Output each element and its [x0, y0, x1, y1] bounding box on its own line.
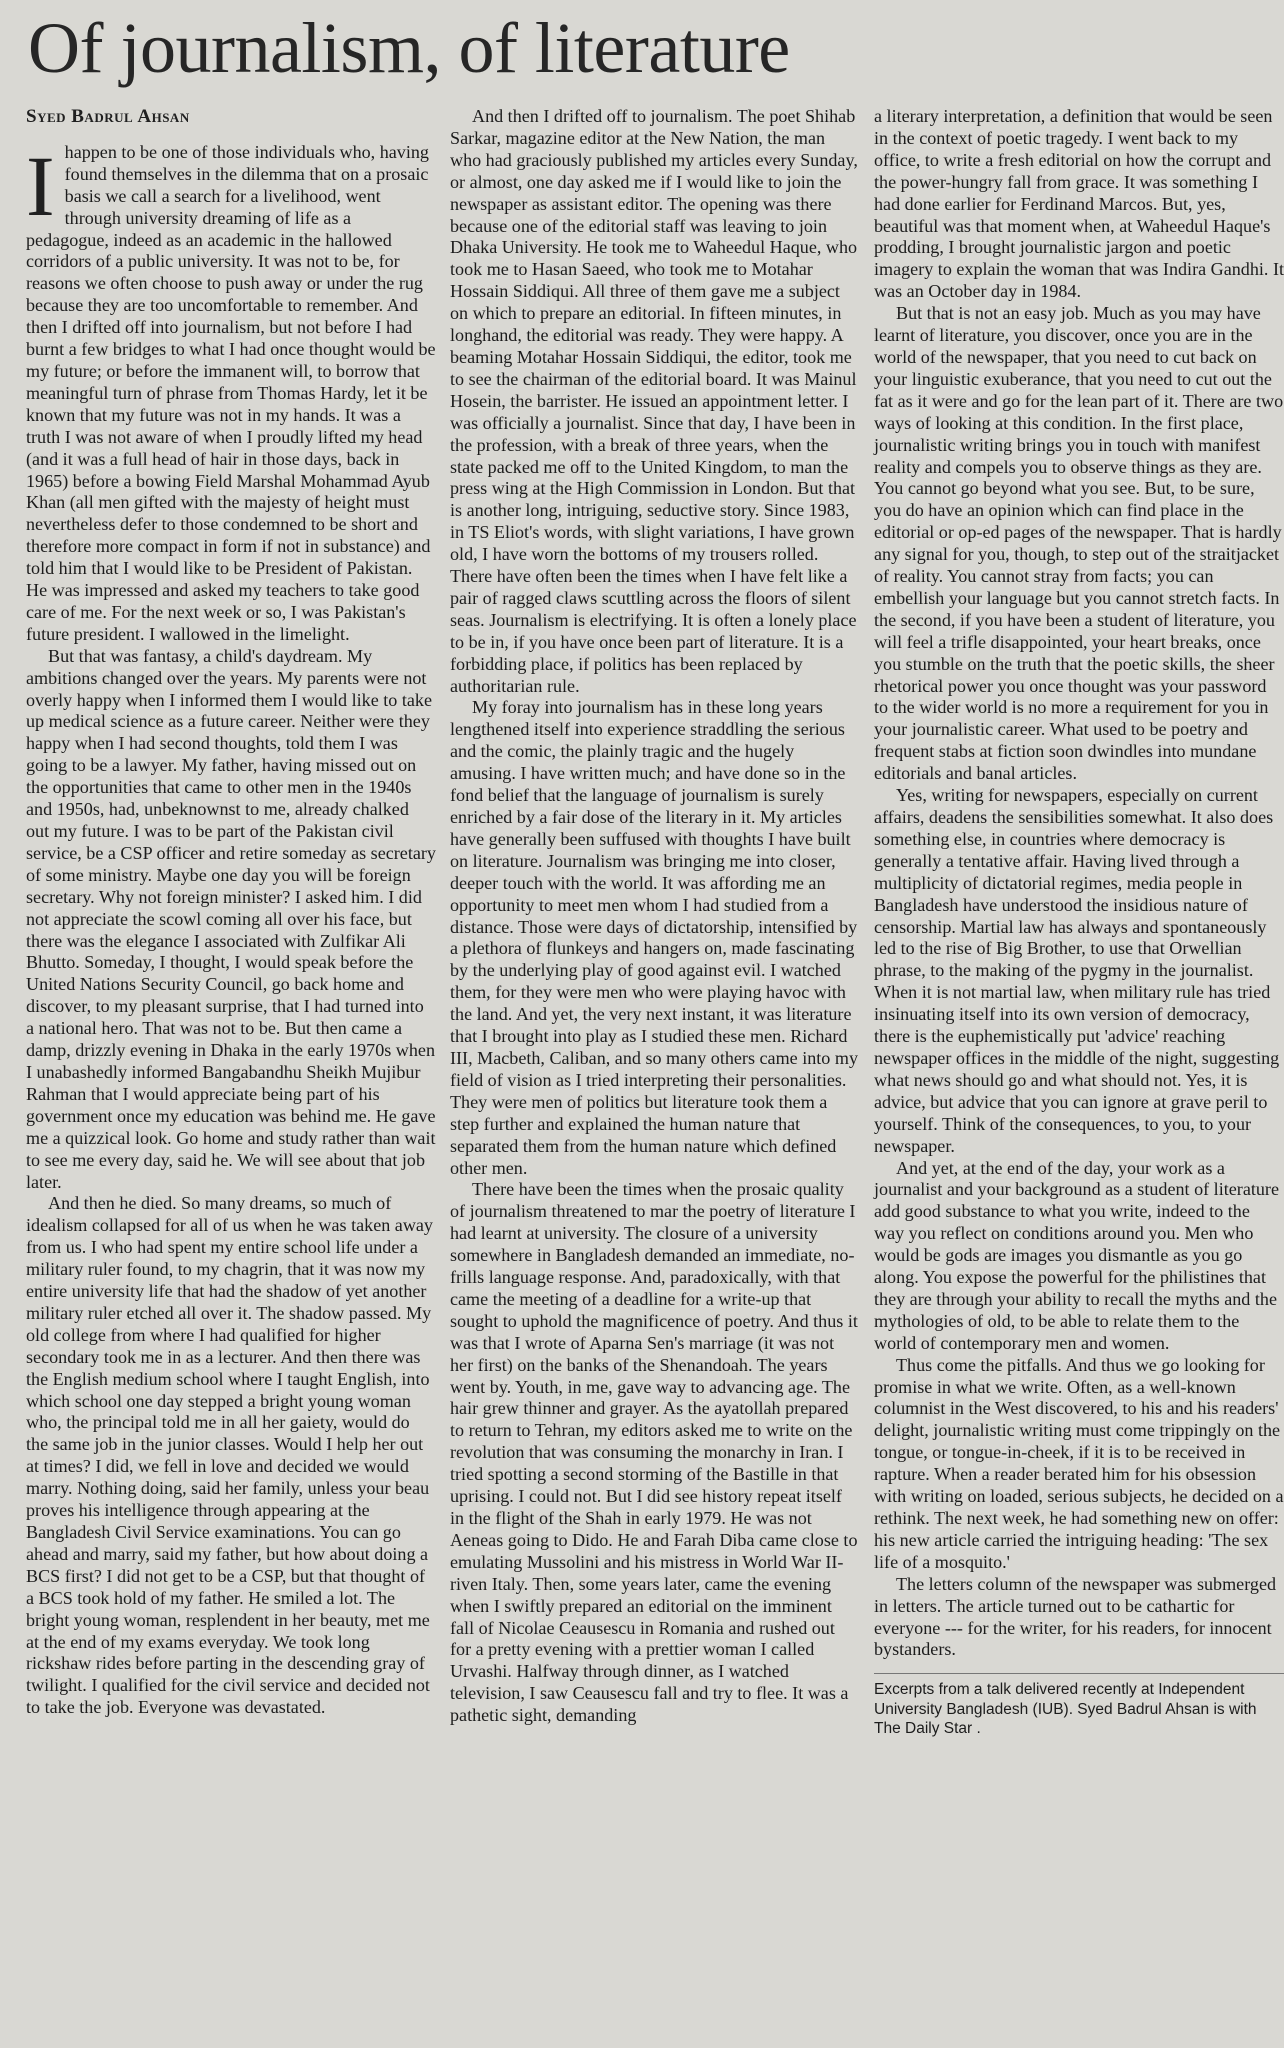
- article-body: [26, 106, 1284, 1739]
- article-paragraph: a literary interpretation, a definition that would be seen in the context of poetic tragedy. I went back to my office, to write a fresh editorial on how the corrupt and the power-hungry fall from grace. It was something I had done earlier for Ferdinand Marcos. But, yes, beautiful was that moment when, at Waheedul Haque's prodding, I brought journalistic jargon and poetic imagery to explain the woman that was Indira Gandhi. It was an October day in 1984.: [874, 106, 1284, 302]
- article-paragraph: My foray into journalism has in these long years lengthened itself into experience straddling the serious and the comic, the plainly tragic and the hugely amusing. I have written much; and have done so in the fond belief that the language of journalism is surely enriched by a fair dose of the literary in it. My articles have generally been suffused with thoughts I have built on literature. Journalism was bringing me into closer, deeper touch with the world. It was affording me an opportunity to meet men whom I had studied from a distance. Those were days of dictatorship, intensified by a plethora of flunkeys and hangers on, made fascinating by the underlying play of good against evil. I watched them, for they were men who were playing havoc with the land. And yet, the very next instant, it was literature that I brought into play as I studied these men. Richard III, Macbeth, Caliban, and so many others came into my field of vision as I tried interpreting their personalities. They were men of politics but literature took them a step further and explained the human nature that separated them from the human nature which defined other men.: [450, 697, 859, 1178]
- article-paragraph: [26, 137, 436, 646]
- article-column-3: [874, 106, 1284, 1739]
- article-paragraph: But that is not an easy job. Much as you may have learnt of literature, you discover, once you are in the world of the newspaper, that you need to cut back on your linguistic exuberance, that you need to cut out the fat as it were and go for the lean part of it. There are two ways of looking at this condition. In the first place, journalistic writing brings you in touch with manifest reality and compels you to observe things as they are. You cannot go beyond what you see. But, to be sure, you do have an opinion which can find place in the editorial or op-ed pages of the newspaper. That is hardly any signal for you, though, to step out of the straitjacket of reality. You cannot stray from facts; you can embellish your language but you cannot stretch facts. In the second, if you have been a student of literature, you will feel a trifle disappointed, your heart breaks, once you stumble on the truth that the poetic skills, the sheer rhetorical power you once thought was your password to the wider world is no more a requirement for you in your journalistic career. What used to be poetry and frequent stabs at fiction soon dwindles into mundane editorials and banal articles.: [874, 303, 1284, 784]
- author-footnote: Excerpts from a talk delivered recently at Independent University Bangladesh (IUB). Syed Badrul Ahsan is with The Daily Star .: [874, 1673, 1284, 1739]
- article-paragraph: The letters column of the newspaper was submerged in letters. The article turned out to be cathartic for everyone --- for the writer, for his readers, for innocent bystanders.: [874, 1573, 1277, 1660]
- article-paragraph: But that was fantasy, a child's daydream. My ambitions changed over the years. My parents were not overly happy when I informed them I would like to take up medical science as a future career. Neither were they happy when I had second thoughts, told them I was going to be a lawyer. My father, having missed out on the opportunities that came to other men in the 1940s and 1950s, had, unbeknownst to me, already chalked out my future. I was to be part of the Pakistan civil service, be a CSP officer and retire someday as secretary of some ministry. Maybe one day you will be foreign secretary. Why not foreign minister? I asked him. I did not appreciate the scowl coming all over his face, but there was the elegance I associated with Zulfikar Ali Bhutto. Someday, I thought, I would speak before the United Nations Security Council, go back home and discover, to my pleasant surprise, that I had turned into a national hero. That was not to be. But then came a damp, drizzly evening in Dhaka in the early 1970s when I unabashedly informed Bangabandhu Sheikh Mujibur Rahman that I would appreciate being part of his government once my education was behind me. He gave me a quizzical look. Go home and study rather than wait to see me every day, said he. We will see about that job later.: [26, 645, 436, 1192]
- article-paragraph: Thus come the pitfalls. And thus we go looking for promise in what we write. Often, as a well-known columnist in the West discovered, to his and his readers' delight, journalistic writing must come trippingly on the tongue, or tongue-in-cheek, if it is to be received in rapture. When a reader berated him for his obsession with writing on loaded, serious subjects, he decided on a rethink. The next week, he had something new on offer: his new article carried the intriguing heading: 'The sex life of a mosquito.': [874, 1354, 1284, 1572]
- article-byline: Syed Badrul Ahsan: [26, 106, 190, 127]
- paragraph-text: happen to be one of those individuals who, having found themselves in the dilemma that on a prosaic basis we call a search for a livelihood, went through university dreaming of life as a pedagogue, indeed as an academic in the hallowed corridors of a public university. It was not to be, for reasons we often choose to push away or under the rug because they are too uncomfortable to remember. And then I drifted off into journalism, but not before I had burnt a few bridges to what I had once thought would be my future; or before the immanent will, to borrow that meaningful turn of phrase from Thomas Hardy, let it be known that my future was not in my hands. It was a truth I was not aware of when I proudly lifted my head (and it was a full head of hair in those days, back in 1965) before a bowing Field Marshal Mohammad Ayub Khan (all men gifted with the majesty of height must nevertheless defer to those condemned to be short and therefore more compact in form if not in substance) and told him that I would like to be President of Pakistan. He was impressed and asked my teachers to take good care of me. For the next week or so, I was Pakistan's future president. I wallowed in the limelight.: [26, 141, 436, 644]
- article-paragraph: There have been the times when the prosaic quality of journalism threatened to mar the poetry of literature I had learnt at university. The closure of a university somewhere in Bangladesh demanded an immediate, no-frills language response. And, paradoxically, with that came the meeting of a deadline for a write-up that sought to uphold the magnificence of poetry. And thus it was that I wrote of Aparna Sen's marriage (it was not her first) on the banks of the Shenandoah. The years went by. Youth, in me, gave way to advancing age. The hair grew thinner and grayer. As the ayatollah prepared to return to Tehran, my editors asked me to write on the revolution that was consuming the monarchy in Iran. I tried spotting a second storming of the Bastille in that uprising. I could not. But I did see history repeat itself in the flight of the Shah in early 1979. He was not Aeneas going to Dido. He and Farah Diba came close to emulating Mussolini and his mistress in World War II-riven Italy. Then, some years later, came the evening when I swiftly prepared an editorial on the imminent fall of Nicolae Ceausescu in Romania and rushed out for a pretty evening with a prettier woman I called Urvashi. Halfway through dinner, as I watched television, I saw Ceausescu fall and try to flee. It was a pathetic sight, demanding: [450, 1179, 858, 1726]
- article-paragraph: And then he died. So many dreams, so much of idealism collapsed for all of us when he was taken away from us. I who had spent my entire school life under a military ruler found, to my chagrin, that it was now my entire university life that had the shadow of yet another military ruler etched all over it. The shadow passed. My old college from where I had qualified for higher secondary took me in as a lecturer. And then there was the English medium school where I taught English, into which school one day stepped a bright young woman who, the principal told me in all her gaiety, would do the same job in the junior classes. Would I help her out at times? I did, we fell in love and decided we would marry. Nothing doing, said her family, unless your beau proves his intelligence through appearing at the Bangladesh Civil Service examinations. You can go ahead and marry, said my father, but how about doing a BCS first? I did not get to be a CSP, but that thought of a BCS took hold of my father. He smiled a lot. The bright young woman, resplendent in her beauty, met me at the end of my exams everyday. We took long rickshaw rides before parting in the descending gray of twilight. I qualified for the civil service and decided not to take the job. Everyone was devastated.: [26, 1193, 433, 1718]
- article-paragraph: And then I drifted off to journalism. The poet Shihab Sarkar, magazine editor at the New Nation, the man who had graciously published my articles every Sunday, or almost, one day asked me if I would like to join the newspaper as assistant editor. The opening was there because one of the editorial staff was leaving to join Dhaka University. He took me to Waheedul Haque, who took me to Hasan Saeed, who took me to Motahar Hossain Siddiqui. All three of them gave me a subject on which to prepare an editorial. In fifteen minutes, in longhand, the editorial was ready. They were happy. A beaming Motahar Hossain Siddiqui, the editor, took me to see the chairman of the editorial board. It was Mainul Hosein, the barrister. He issued an appointment letter. I was officially a journalist. Since that day, I have been in the profession, with a break of three years, when the state packed me off to the United Kingdom, to man the press wing at the High Commission in London. But that is another long, intriguing, seductive story. Since 1983, in TS Eliot's words, with slight variations, I have grown old, I have worn the bottoms of my trousers rolled. There have often been the times when I have felt like a pair of ragged claws scuttling across the floors of silent seas. Journalism is electrifying. It is often a lonely place to be in, if you have once been part of literature. It is a forbidding place, if politics has been replaced by authoritarian rule.: [450, 106, 858, 696]
- article-paragraph: And yet, at the end of the day, your work as a journalist and your background as a student of literature add good substance to what you write, indeed to the way you reflect on conditions around you. Men who would be gods are images you dismantle as you go along. You expose the powerful for the philistines that they are through your ability to recall the myths and the mythologies of old, to be able to relate them to the world of contemporary men and women.: [874, 1157, 1279, 1353]
- article-column-2: [450, 106, 860, 1739]
- drop-cap: I: [26, 137, 55, 234]
- article-paragraph: Yes, writing for newspapers, especially on current affairs, deadens the sensibilities somewhat. It also does something else, in countries where democracy is generally a tentative affair. Having lived through a multiplicity of dictatorial regimes, media people in Bangladesh have understood the insidious nature of censorship. Martial law has always and spontaneously led to the rise of Big Brother, to use that Orwellian phrase, to the making of the pygmy in the journalist. When it is not martial law, when military rule has tried insinuating itself into its own version of democracy, there is the euphemistically put 'advice' reaching newspaper offices in the middle of the night, suggesting what news should go and what should not. Yes, it is advice, but advice that you can ignore at grave peril to yourself. Think of the consequences, to you, to your newspaper.: [874, 785, 1280, 1156]
- article-column-1: [26, 106, 436, 1739]
- article-headline: Of journalism, of literature: [28, 8, 790, 88]
